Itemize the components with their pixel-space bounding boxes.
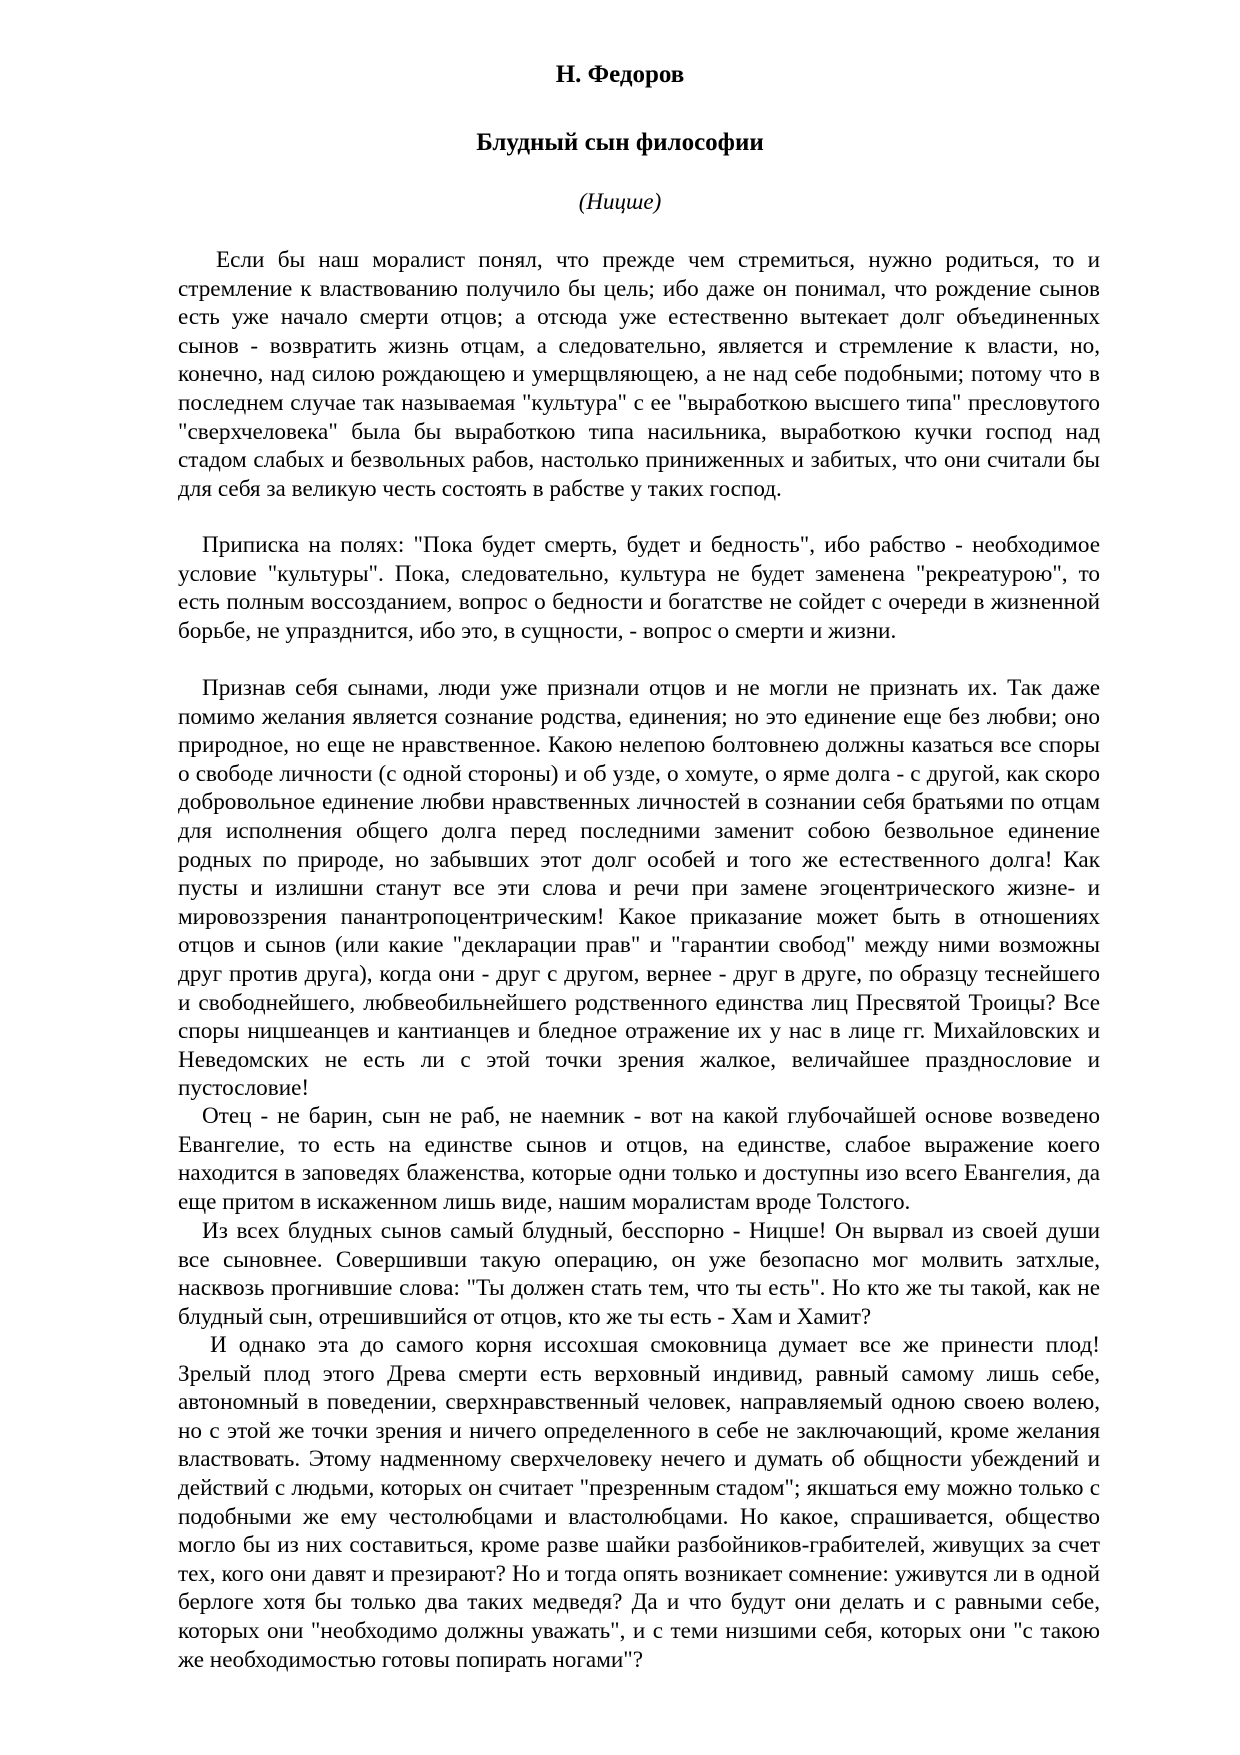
paragraph-6: И однако эта до самого корня иссохшая смоковница думает все же принести плод! Зрелый плод этого Древа смерти есть верховный индивид, равный самому лишь себе, автономный в поведении, сверхнравственный человек, направляемый одною своею волею, но с этой же точки зрения и ничего определенного в себе не заключающий, кроме желания властвовать. Этому надменному сверхчеловеку нечего и думать об общности убеждений и действий с людьми, которых он считает "презренным стадом"; якшаться ему можно только с подобными же ему честолюбцами и властолюбцами. Но какое, спрашивается, общество могло бы из них составиться, кроме разве шайки разбойников-грабителей, живущих за счет тех, кого они давят и презирают? Но и тогда опять возникает сомнение: уживутся ли в одной берлоге хотя бы только два таких медведя? Да и что будут они делать и с равными себе, которых они "необходимо должны уважать", и с теми низшими себя, которых они "с такою же необходимостью готовы попирать ногами"?	[178, 1332, 1100, 1673]
document-title: Блудный сын философии	[476, 129, 764, 156]
paragraph-1: Если бы наш моралист понял, что прежде чем стремиться, нужно родиться, то и стремление к властвованию получило бы цель; ибо даже он понимал, что рождение сынов есть уже начало смерти отцов; а отсюда уже естественно вытекает долг объединенных сынов - возвратить жизнь отцам, а следовательно, является и стремление к власти, но, конечно, над силою рождающею и умерщвляющею, а не над себе подобными; потому что в последнем случае так называемая "культура" с ее "выработкою высшего типа" пресловутого "сверхчеловека" была бы выработкою типа насильника, выработкою кучки господ над стадом слабых и безвольных рабов, настолько приниженных и забитых, что они считали бы для себя за великую честь состоять в рабстве у таких господ.	[178, 247, 1100, 502]
paragraph-3: Признав себя сынами, люди уже признали отцов и не могли не признать их. Так даже помимо желания является сознание родства, единения; но это единение еще без любви; оно природное, но еще не нравственное. Какою нелепою болтовнею должны казаться все споры о свободе личности (с одной стороны) и об узде, о хомуте, о ярме долга - с другой, как скоро добровольное единение любви нравственных личностей в сознании себя братьями по отцам для исполнения общего долга перед последними заменит собою безвольное единение родных по природе, но забывших этот долг особей и того же естественного долга! Как пусты и излишни станут все эти слова и речи при замене эгоцентрического жизне- и мировоззрения панантропоцентрическим! Какое приказание может быть в отношениях отцов и сынов (или какие "декларации прав" и "гарантии свобод" между ними возможны друг против друга), когда они - друг с другом, вернее - друг в друге, по образцу теснейшего и свободнейшего, любвеобильнейшего родственного единства лиц Пресвятой Троицы? Все споры ницшеанцев и кантианцев и бледное отражение их у нас в лице гг. Михайловских и Неведомских не есть ли с этой точки зрения жалкое, величайшее празднословие и пустословие!	[178, 675, 1100, 1102]
paragraph-4: Отец - не барин, сын не раб, не наемник - вот на какой глубочайшей основе возведено Евангелие, то есть на единстве сынов и отцов, на единстве, слабое выражение коего находится в заповедях блаженства, которые одни только и доступны изо всего Евангелия, да еще притом в искаженном лишь виде, нашим моралистам вроде Толстого.	[178, 1103, 1100, 1215]
paragraph-2: Приписка на полях: "Пока будет смерть, будет и бедность", ибо рабство - необходимое условие "культуры". Пока, следовательно, культура не будет заменена "рекреатурою", то есть полным воссозданием, вопрос о бедности и богатстве не сойдет с очереди в жизненной борьбе, не упразднится, ибо это, в сущности, - вопрос о смерти и жизни.	[178, 532, 1100, 644]
author-name: Н. Федоров	[555, 61, 685, 88]
paragraph-5: Из всех блудных сынов самый блудный, бесспорно - Ницше! Он вырвал из своей души все сыновнее. Совершивши такую операцию, он уже безопасно мог молвить затхлые, насквозь прогнившие слова: "Ты должен стать тем, что ты есть". Но кто же ты такой, как не блудный сын, отрешившийся от отцов, кто же ты есть - Хам и Хамит?	[178, 1218, 1100, 1330]
document-subtitle: (Ницше)	[578, 189, 662, 214]
